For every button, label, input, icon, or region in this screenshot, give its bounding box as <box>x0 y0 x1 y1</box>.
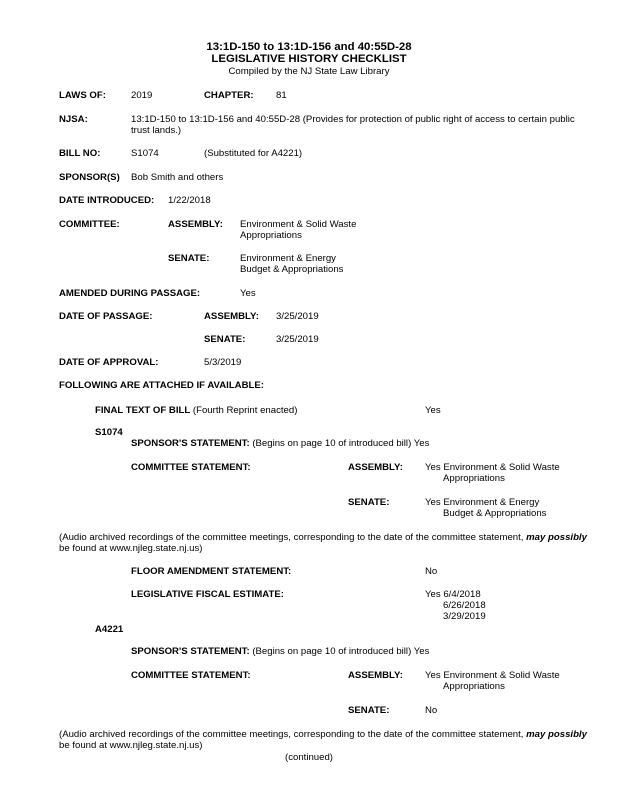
a4221-sponsor-note: (Begins on page 10 of introduced bill) <box>252 646 412 657</box>
final-text-label: FINAL TEXT OF BILL <box>95 405 191 416</box>
s1074-committee-senate-value: Yes Environment & Energy <box>425 497 540 508</box>
document-title: 13:1D-150 to 13:1D-156 and 40:55D-28 <box>206 41 412 53</box>
s1074-label: S1074 <box>95 427 123 438</box>
s1074-fiscal-value-1: Yes 6/4/2018 <box>425 589 481 600</box>
laws-of-label: LAWS OF: <box>59 90 106 101</box>
a4221-committee-senate-label: SENATE: <box>348 705 390 716</box>
s1074-committee-assembly-value-2: Appropriations <box>443 473 505 484</box>
s1074-sponsor-value: Yes <box>413 438 430 449</box>
passage-assembly-label: ASSEMBLY: <box>204 311 259 322</box>
a4221-sponsor-label: SPONSOR'S STATEMENT: <box>131 646 250 657</box>
audio-note-2-emphasis: may possibly <box>526 729 587 740</box>
date-of-passage-label: DATE OF PASSAGE: <box>59 311 153 322</box>
passage-assembly-value: 3/25/2019 <box>276 311 319 322</box>
continued-footer: (continued) <box>285 752 333 763</box>
final-text-row <box>95 405 297 416</box>
audio-note-1-line-2: be found at www.njleg.state.nj.us) <box>59 543 203 554</box>
s1074-committee-assembly-value: Yes Environment & Solid Waste <box>425 462 560 473</box>
a4221-committee-assembly-value: Yes Environment & Solid Waste <box>425 670 560 681</box>
s1074-floor-label: FLOOR AMENDMENT STATEMENT: <box>131 566 292 577</box>
date-introduced-label: DATE INTRODUCED: <box>59 195 155 206</box>
final-text-note: (Fourth Reprint enacted) <box>192 405 298 416</box>
document-subtitle: LEGISLATIVE HISTORY CHECKLIST <box>211 53 407 65</box>
s1074-sponsor-label: SPONSOR'S STATEMENT: <box>131 438 250 449</box>
committee-label: COMMITTEE: <box>59 219 120 230</box>
s1074-fiscal-label: LEGISLATIVE FISCAL ESTIMATE: <box>131 589 284 600</box>
s1074-fiscal-value-3: 3/29/2019 <box>443 611 486 622</box>
audio-note-1-text: (Audio archived recordings of the committee meetings, corresponding to the date of the committee statement, <box>59 532 527 543</box>
committee-assembly-line-2: Appropriations <box>240 230 302 241</box>
amended-value: Yes <box>240 288 256 299</box>
passage-senate-label: SENATE: <box>204 334 246 345</box>
a4221-sponsor-value: Yes <box>413 646 430 657</box>
njsa-line-1: 13:1D-150 to 13:1D-156 and 40:55D-28 (Provides for protection of public right of access to certain public <box>131 114 575 125</box>
a4221-label: A4221 <box>95 624 124 635</box>
s1074-sponsor-row <box>131 438 429 449</box>
s1074-floor-value: No <box>425 566 438 577</box>
audio-note-2-line-1 <box>59 729 587 740</box>
committee-senate-line-1: Environment & Energy <box>240 253 336 264</box>
final-text-value: Yes <box>425 405 441 416</box>
a4221-committee-senate-value: No <box>425 705 438 716</box>
committee-senate-label: SENATE: <box>168 253 210 264</box>
s1074-fiscal-value-2: 6/26/2018 <box>443 600 486 611</box>
audio-note-1-line-1 <box>59 532 587 543</box>
committee-assembly-label: ASSEMBLY: <box>168 219 223 230</box>
audio-note-2-text: (Audio archived recordings of the committee meetings, corresponding to the date of the committee statement, <box>59 729 527 740</box>
compiled-by: Compiled by the NJ State Law Library <box>228 66 390 77</box>
a4221-committee-assembly-label: ASSEMBLY: <box>348 670 403 681</box>
audio-note-1-emphasis: may possibly <box>526 532 587 543</box>
passage-senate-value: 3/25/2019 <box>276 334 319 345</box>
njsa-label: NJSA: <box>59 114 88 125</box>
date-of-approval-value: 5/3/2019 <box>204 357 242 368</box>
attached-heading: FOLLOWING ARE ATTACHED IF AVAILABLE: <box>59 380 264 391</box>
audio-note-2-line-2: be found at www.njleg.state.nj.us) <box>59 740 203 751</box>
amended-label: AMENDED DURING PASSAGE: <box>59 288 201 299</box>
chapter-label: CHAPTER: <box>204 90 254 101</box>
a4221-sponsor-row <box>131 646 429 657</box>
s1074-sponsor-note: (Begins on page 10 of introduced bill) <box>252 438 412 449</box>
s1074-committee-assembly-label: ASSEMBLY: <box>348 462 403 473</box>
sponsors-value: Bob Smith and others <box>131 172 224 183</box>
bill-no-note: (Substituted for A4221) <box>204 148 303 159</box>
bill-no-value: S1074 <box>131 148 159 159</box>
date-introduced-value: 1/22/2018 <box>168 195 211 206</box>
s1074-committee-senate-label: SENATE: <box>348 497 390 508</box>
committee-senate-line-2: Budget & Appropriations <box>240 264 344 275</box>
laws-of-value: 2019 <box>131 90 153 101</box>
a4221-committee-assembly-value-2: Appropriations <box>443 681 505 692</box>
chapter-value: 81 <box>276 90 287 101</box>
s1074-committee-label: COMMITTEE STATEMENT: <box>131 462 251 473</box>
a4221-committee-label: COMMITTEE STATEMENT: <box>131 670 251 681</box>
s1074-committee-senate-value-2: Budget & Appropriations <box>443 508 547 519</box>
committee-assembly-line-1: Environment & Solid Waste <box>240 219 357 230</box>
bill-no-label: BILL NO: <box>59 148 101 159</box>
sponsors-label: SPONSOR(S) <box>59 172 120 183</box>
njsa-line-2: trust lands.) <box>131 125 182 136</box>
date-of-approval-label: DATE OF APPROVAL: <box>59 357 159 368</box>
